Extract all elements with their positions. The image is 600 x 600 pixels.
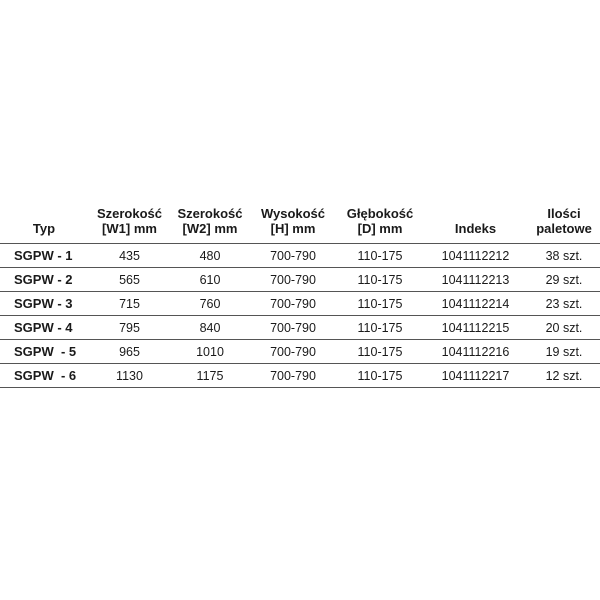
cell-typ: SGPW - 6 xyxy=(0,364,88,388)
header-typ xyxy=(0,206,88,244)
table-header xyxy=(0,206,600,244)
cell-w1: 1130 xyxy=(88,364,171,388)
cell-qty: 38 szt. xyxy=(528,244,600,268)
cell-d: 110-175 xyxy=(337,268,423,292)
cell-h: 700-790 xyxy=(249,316,337,340)
cell-typ: SGPW - 3 xyxy=(0,292,88,316)
table-body xyxy=(0,244,600,388)
cell-w1: 795 xyxy=(88,316,171,340)
header-pallet-qty xyxy=(528,206,600,244)
cell-indeks: 1041112216 xyxy=(423,340,528,364)
header-row xyxy=(0,206,600,244)
cell-w1: 435 xyxy=(88,244,171,268)
cell-w2: 480 xyxy=(171,244,249,268)
header-indeks-label: Indeks xyxy=(454,221,497,236)
cell-typ: SGPW - 5 xyxy=(0,340,88,364)
cell-d: 110-175 xyxy=(337,340,423,364)
cell-w2: 760 xyxy=(171,292,249,316)
cell-qty: 23 szt. xyxy=(528,292,600,316)
header-height-line1: Wysokość xyxy=(260,206,326,221)
table-row xyxy=(0,340,600,364)
cell-indeks: 1041112212 xyxy=(423,244,528,268)
cell-h: 700-790 xyxy=(249,340,337,364)
cell-qty: 29 szt. xyxy=(528,268,600,292)
cell-h: 700-790 xyxy=(249,268,337,292)
cell-typ: SGPW - 2 xyxy=(0,268,88,292)
header-height xyxy=(249,206,337,244)
cell-w1: 565 xyxy=(88,268,171,292)
header-width-w1-line2: [W1] mm xyxy=(102,221,157,236)
cell-qty: 20 szt. xyxy=(528,316,600,340)
header-depth-line1: Głębokość xyxy=(346,206,414,221)
header-height-line2: [H] mm xyxy=(270,221,316,236)
header-typ-label: Typ xyxy=(32,221,56,236)
spec-table-container xyxy=(0,206,600,388)
header-width-w1-line1: Szerokość xyxy=(96,206,163,221)
cell-w2: 1010 xyxy=(171,340,249,364)
cell-qty: 12 szt. xyxy=(528,364,600,388)
header-depth-line2: [D] mm xyxy=(357,221,403,236)
cell-indeks: 1041112214 xyxy=(423,292,528,316)
header-width-w2 xyxy=(171,206,249,244)
cell-h: 700-790 xyxy=(249,364,337,388)
cell-indeks: 1041112215 xyxy=(423,316,528,340)
cell-typ: SGPW - 4 xyxy=(0,316,88,340)
cell-d: 110-175 xyxy=(337,316,423,340)
cell-w1: 965 xyxy=(88,340,171,364)
header-width-w2-line1: Szerokość xyxy=(177,206,243,221)
cell-qty: 19 szt. xyxy=(528,340,600,364)
table-row xyxy=(0,364,600,388)
cell-w2: 610 xyxy=(171,268,249,292)
header-depth xyxy=(337,206,423,244)
header-width-w2-line2: [W2] mm xyxy=(182,221,238,236)
header-pallet-qty-line1: Ilości xyxy=(547,206,581,221)
header-pallet-qty-line2: paletowe xyxy=(536,221,592,236)
table-row xyxy=(0,244,600,268)
cell-indeks: 1041112217 xyxy=(423,364,528,388)
cell-h: 700-790 xyxy=(249,292,337,316)
header-width-w1 xyxy=(88,206,171,244)
cell-typ: SGPW - 1 xyxy=(0,244,88,268)
cell-d: 110-175 xyxy=(337,244,423,268)
cell-h: 700-790 xyxy=(249,244,337,268)
cell-d: 110-175 xyxy=(337,364,423,388)
table-row xyxy=(0,292,600,316)
cell-w2: 840 xyxy=(171,316,249,340)
cell-w2: 1175 xyxy=(171,364,249,388)
cell-w1: 715 xyxy=(88,292,171,316)
table-row xyxy=(0,268,600,292)
header-indeks xyxy=(423,206,528,244)
cell-d: 110-175 xyxy=(337,292,423,316)
cell-indeks: 1041112213 xyxy=(423,268,528,292)
spec-table xyxy=(0,206,600,388)
table-row xyxy=(0,316,600,340)
